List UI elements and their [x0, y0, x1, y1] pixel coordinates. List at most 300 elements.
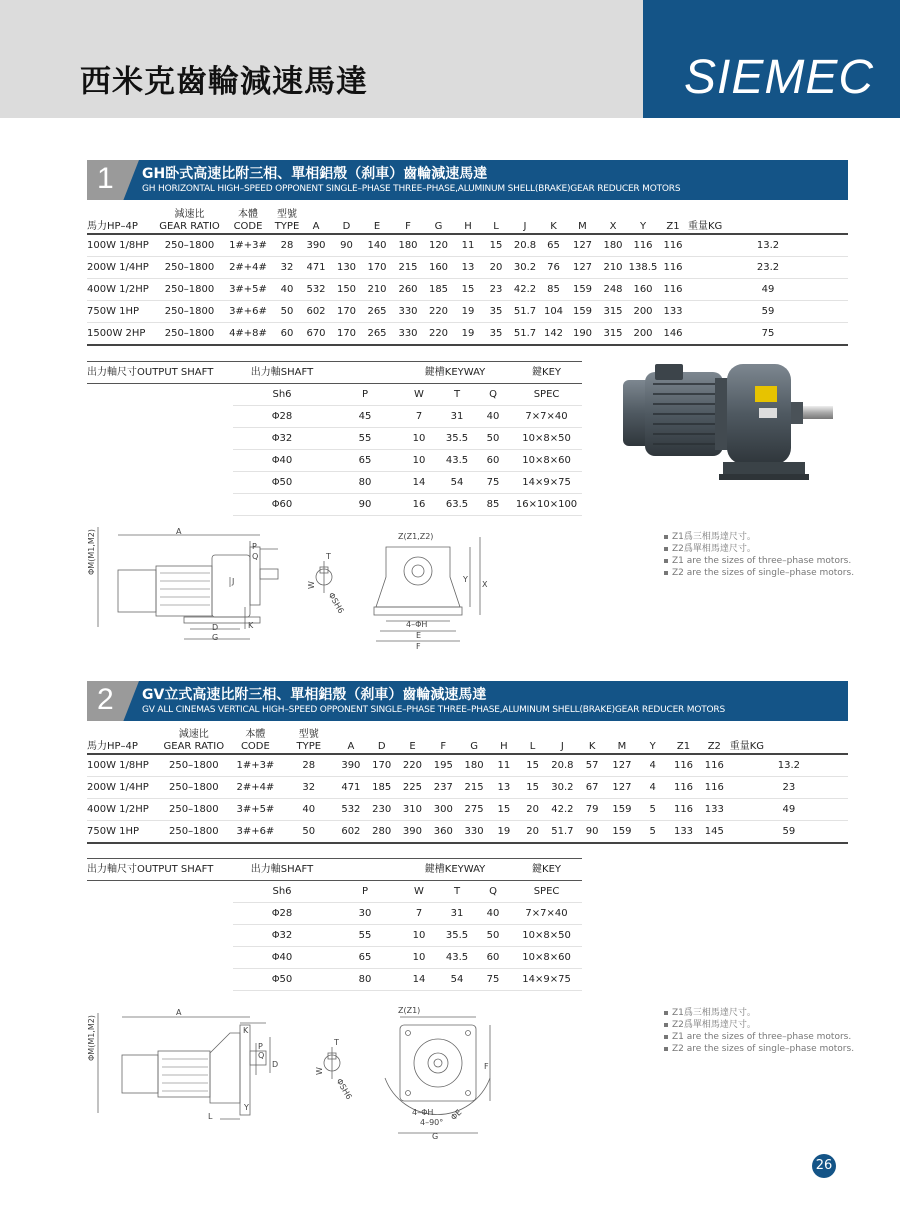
table-row	[87, 903, 582, 925]
table-cell: 15	[461, 284, 475, 295]
table-cell: 15	[497, 804, 511, 815]
spec-table-gv	[87, 723, 848, 844]
table-cell: 275	[464, 804, 484, 815]
table-cell: 85	[547, 284, 560, 295]
dim-label: F	[416, 642, 421, 651]
table-cell: 750W 1HP	[87, 306, 140, 317]
table-cell: 330	[464, 826, 484, 837]
col-dim: Y	[628, 203, 658, 234]
table-cell: 28	[280, 240, 294, 251]
table-cell: 116	[633, 240, 653, 251]
table-cell: 20	[526, 804, 539, 815]
section-title: GV立式高速比附三相、單相鋁殼（刹車）齒輪減速馬達	[142, 687, 487, 703]
table-cell: Sh6	[233, 384, 331, 406]
table-cell: 116	[704, 760, 724, 771]
table-cell: 310	[402, 804, 423, 815]
table-cell: 220	[402, 760, 423, 771]
table-cell: 104	[543, 306, 564, 317]
col-dim: H	[454, 203, 482, 234]
dim-label: G	[212, 633, 219, 642]
table-cell: Φ40	[233, 947, 331, 969]
table-cell: 60	[280, 328, 294, 339]
table-cell: 250–1800	[169, 826, 219, 837]
table-cell: SPEC	[511, 881, 582, 903]
table-cell: 10	[399, 925, 439, 947]
table-cell: 159	[572, 284, 593, 295]
table-cell: Φ32	[233, 925, 331, 947]
table-cell: 11	[461, 240, 475, 251]
table-cell: 32	[302, 782, 316, 793]
table-cell: 20.8	[551, 760, 574, 771]
table-cell: 51.7	[513, 328, 537, 339]
col-ratio: 減速比 GEAR RATIO	[159, 723, 229, 754]
table-cell: 40	[280, 284, 294, 295]
table-cell: 10	[399, 450, 439, 472]
table-cell: 30	[331, 903, 399, 925]
table-cell: 160	[633, 284, 653, 295]
dim-label: Y	[244, 1103, 249, 1112]
blank-cell	[87, 428, 233, 450]
table-cell: 65	[331, 450, 399, 472]
table-cell: 133	[673, 826, 694, 837]
table-cell: 170	[372, 760, 392, 771]
table-cell: 250–1800	[164, 262, 215, 273]
page-number: 26	[812, 1154, 836, 1178]
col-dim: M	[607, 723, 638, 754]
dim-label: T	[326, 552, 331, 561]
table-row	[87, 881, 582, 903]
keyway-label: 鍵槽KEYWAY	[399, 859, 511, 881]
table-cell: 127	[612, 782, 632, 793]
shaft-label: 出力軸SHAFT	[233, 362, 331, 384]
shaft-table-gh	[87, 361, 582, 516]
dim-label: ΦM(M1,M2)	[87, 529, 96, 575]
table-cell: 390	[402, 826, 423, 837]
table-cell: 79	[585, 804, 599, 815]
table-cell: 142	[543, 328, 564, 339]
table-cell: Φ40	[233, 450, 331, 472]
gv-dimension-drawing	[80, 1003, 600, 1143]
table-cell: 23	[489, 284, 503, 295]
table-cell: 42.2	[513, 284, 537, 295]
table-cell: 45	[331, 406, 399, 428]
table-cell: 35.5	[439, 428, 475, 450]
table-cell: 471	[341, 782, 361, 793]
dim-label: Q	[252, 552, 259, 561]
col-dim: A	[335, 723, 366, 754]
table-cell: 65	[331, 947, 399, 969]
col-code: 本體 CODE	[222, 203, 274, 234]
table-cell: 116	[673, 782, 694, 793]
dim-label: D	[212, 623, 219, 632]
blank-cell	[87, 494, 233, 516]
dim-label: A	[176, 527, 182, 536]
table-cell: 220	[428, 328, 449, 339]
col-dim: E	[397, 723, 428, 754]
dim-label: X	[482, 580, 488, 589]
table-row	[87, 384, 582, 406]
table-cell: 10	[399, 428, 439, 450]
table-cell: 130	[336, 262, 357, 273]
table-cell: 10	[399, 947, 439, 969]
blank-cell	[87, 406, 233, 428]
table-cell: 100W 1/8HP	[87, 240, 149, 251]
table-cell: 200W 1/4HP	[87, 782, 149, 793]
table-cell: 7×7×40	[511, 903, 582, 925]
col-dim: J	[547, 723, 578, 754]
table-cell: 57	[585, 760, 599, 771]
table-cell: Q	[475, 384, 511, 406]
table-cell: 10×8×60	[511, 450, 582, 472]
table-cell: 138.5	[628, 262, 658, 273]
table-cell: 265	[367, 306, 387, 317]
table-cell: 210	[603, 262, 623, 273]
table-cell: 220	[428, 306, 449, 317]
table-cell: 225	[402, 782, 423, 793]
key-label: 鍵KEY	[511, 362, 582, 384]
table-cell: 7	[399, 406, 439, 428]
col-dim: Z2	[699, 723, 730, 754]
col-dim: L	[518, 723, 547, 754]
dim-label: Z(Z1,Z2)	[398, 532, 434, 541]
dim-label: K	[243, 1026, 249, 1035]
shaft-label: 出力軸SHAFT	[233, 859, 331, 881]
section-title: GH卧式高速比附三相、單相鋁殼（刹車）齒輪減速馬達	[142, 166, 488, 182]
dim-label: Z(Z1)	[398, 1006, 421, 1015]
table-row	[87, 428, 582, 450]
table-cell: 532	[306, 284, 326, 295]
table-cell: 50	[475, 428, 511, 450]
table-cell: 19	[461, 328, 475, 339]
table-cell: P	[331, 881, 399, 903]
table-cell: W	[399, 881, 439, 903]
table-cell: Φ28	[233, 903, 331, 925]
table-cell: 40	[475, 406, 511, 428]
table-cell: 43.5	[439, 947, 475, 969]
table-cell: 250–1800	[169, 782, 219, 793]
table-cell: 120	[428, 240, 449, 251]
table-cell: 280	[372, 826, 392, 837]
table-cell: Q	[475, 881, 511, 903]
table-cell: 55	[331, 428, 399, 450]
col-weight: 重量KG	[730, 723, 848, 754]
table-cell: 210	[367, 284, 387, 295]
section-subtitle: GH HORIZONTAL HIGH–SPEED OPPONENT SINGLE–PHASE THREE–PHASE,ALUMINUM SHELL(BRAKE)GEAR REDUCER MOTORS	[142, 184, 681, 194]
table-cell: Sh6	[233, 881, 331, 903]
table-row	[87, 754, 848, 777]
gh-motor-photo	[615, 358, 840, 490]
table-cell: 14	[399, 969, 439, 991]
table-cell: 50	[475, 925, 511, 947]
table-cell: 215	[464, 782, 484, 793]
col-dim: M	[567, 203, 598, 234]
table-cell: 32	[280, 262, 294, 273]
table-cell: 116	[663, 262, 683, 273]
col-type: 型號 TYPE	[282, 723, 335, 754]
table-cell: 248	[603, 284, 623, 295]
table-row	[87, 494, 582, 516]
dim-label: 4–ΦH	[412, 1108, 434, 1117]
blank-cell	[87, 450, 233, 472]
table-cell: 16	[399, 494, 439, 516]
dim-label: ΦM(M1,M2)	[87, 1015, 96, 1061]
table-cell: 170	[336, 306, 357, 317]
table-cell: 13	[497, 782, 511, 793]
table-cell: 13	[461, 262, 475, 273]
shaft-title: 出力軸尺寸OUTPUT SHAFT	[87, 859, 233, 881]
section-1-header	[87, 160, 848, 200]
blank-cell	[87, 384, 233, 406]
table-cell: 5	[649, 826, 656, 837]
table-cell: 400W 1/2HP	[87, 804, 149, 815]
table-cell: 76	[547, 262, 560, 273]
dim-label: P	[252, 542, 257, 551]
table-cell: 260	[398, 284, 418, 295]
table-cell: 49	[782, 804, 796, 815]
table-cell: 180	[603, 240, 623, 251]
table-cell: 28	[302, 760, 316, 771]
table-cell: 180	[398, 240, 418, 251]
table-cell: 3#+5#	[236, 804, 275, 815]
dim-label: W	[315, 1067, 324, 1075]
table-cell: 15	[526, 782, 539, 793]
blank-cell	[87, 881, 233, 903]
table-cell: 116	[663, 284, 683, 295]
spec-table-gh	[87, 203, 848, 346]
table-cell: 159	[612, 826, 632, 837]
table-cell: 390	[341, 760, 361, 771]
col-dim: A	[300, 203, 332, 234]
blank-cell	[87, 925, 233, 947]
table-cell: 90	[340, 240, 353, 251]
page-title: 西米克齒輪減速馬達	[80, 64, 368, 100]
col-type: 型號 TYPE	[274, 203, 300, 234]
section-2-header	[87, 681, 848, 721]
table-cell: 19	[461, 306, 475, 317]
table-cell: 90	[331, 494, 399, 516]
table-cell: 35	[489, 306, 503, 317]
table-cell: 4	[649, 782, 656, 793]
table-row	[87, 301, 848, 323]
dim-label: Y	[463, 575, 468, 584]
table-cell: 127	[572, 240, 593, 251]
col-dim: K	[540, 203, 567, 234]
table-row	[87, 777, 848, 799]
table-cell: 200	[633, 306, 653, 317]
table-cell: W	[399, 384, 439, 406]
table-cell: 50	[280, 306, 294, 317]
table-cell: 51.7	[513, 306, 537, 317]
table-cell: 23.2	[756, 262, 780, 273]
table-cell: 75	[475, 472, 511, 494]
table-cell: 400W 1/2HP	[87, 284, 149, 295]
table-cell: 60	[475, 450, 511, 472]
table-cell: Φ32	[233, 428, 331, 450]
table-row	[87, 472, 582, 494]
table-cell: 54	[439, 472, 475, 494]
table-cell: 13.2	[777, 760, 800, 771]
table-cell: 50	[302, 826, 316, 837]
table-cell: 13.2	[756, 240, 780, 251]
table-cell: 160	[428, 262, 449, 273]
table-cell: 180	[464, 760, 484, 771]
table-cell: 30.2	[551, 782, 574, 793]
col-dim: Y	[637, 723, 668, 754]
table-cell: 14×9×75	[511, 969, 582, 991]
col-dim: Z1	[668, 723, 699, 754]
table-row	[87, 406, 582, 428]
section-subtitle: GV ALL CINEMAS VERTICAL HIGH–SPEED OPPONENT SINGLE–PHASE THREE–PHASE,ALUMINUM SHELL(BRAKE)GEAR REDUCER MOTORS	[142, 705, 725, 715]
table-cell: 14×9×75	[511, 472, 582, 494]
dim-label: ΦE	[449, 1107, 464, 1123]
table-cell: 2#+4#	[229, 262, 267, 273]
table-cell: 390	[306, 240, 326, 251]
table-cell: 215	[398, 262, 418, 273]
table-cell: 1#+3#	[236, 760, 275, 771]
dim-label: 4–ΦH	[406, 620, 428, 629]
table-cell: 133	[704, 804, 724, 815]
col-weight: 重量KG	[688, 203, 848, 234]
shaft-table-gv	[87, 858, 582, 991]
table-cell: T	[439, 881, 475, 903]
notes-gh: Z1爲三相馬達尺寸。 Z2爲單相馬達尺寸。 Z1 are the sizes of three–phase motors. Z2 are the sizes of single–phase motors.	[664, 531, 854, 579]
table-cell: Φ60	[233, 494, 331, 516]
col-dim: D	[332, 203, 361, 234]
table-cell: 3#+6#	[236, 826, 275, 837]
section-number: 2	[97, 683, 114, 716]
table-cell: 1500W 2HP	[87, 328, 146, 339]
col-dim: D	[366, 723, 397, 754]
dim-label: P	[258, 1042, 263, 1051]
table-cell: 750W 1HP	[87, 826, 140, 837]
col-hp: 馬力HP–4P	[87, 723, 159, 754]
table-cell: 20	[526, 826, 539, 837]
shaft-title: 出力軸尺寸OUTPUT SHAFT	[87, 362, 233, 384]
table-cell: 15	[526, 760, 539, 771]
col-dim: F	[428, 723, 459, 754]
table-cell: 116	[673, 760, 694, 771]
table-cell: 360	[433, 826, 453, 837]
col-dim: F	[393, 203, 423, 234]
table-cell: 23	[782, 782, 796, 793]
dim-label: ΦSH6	[334, 1077, 354, 1102]
table-cell: 127	[612, 760, 632, 771]
col-dim: L	[482, 203, 510, 234]
col-dim: Z1	[658, 203, 688, 234]
table-cell: 146	[663, 328, 683, 339]
table-cell: 30.2	[513, 262, 537, 273]
table-cell: 330	[398, 306, 418, 317]
table-cell: 5	[649, 804, 656, 815]
table-cell: 2#+4#	[236, 782, 275, 793]
table-cell: 159	[572, 306, 593, 317]
table-cell: 40	[475, 903, 511, 925]
table-cell: 100W 1/8HP	[87, 760, 149, 771]
table-cell: 150	[336, 284, 357, 295]
table-cell: 11	[497, 760, 511, 771]
table-cell: 67	[585, 782, 599, 793]
col-dim: K	[578, 723, 607, 754]
table-cell: 3#+5#	[229, 284, 267, 295]
dim-label: 4–90°	[420, 1118, 444, 1127]
table-cell: 10×8×50	[511, 925, 582, 947]
table-cell: 532	[341, 804, 361, 815]
table-cell: 80	[331, 472, 399, 494]
table-cell: 190	[572, 328, 593, 339]
table-cell: 51.7	[551, 826, 574, 837]
table-cell: 16×10×100	[511, 494, 582, 516]
table-cell: 145	[704, 826, 724, 837]
table-cell: 80	[331, 969, 399, 991]
col-dim: G	[459, 723, 490, 754]
table-cell: 75	[475, 969, 511, 991]
table-cell: 3#+6#	[229, 306, 267, 317]
table-cell: 116	[663, 240, 683, 251]
table-cell: 170	[336, 328, 357, 339]
table-cell: 200	[633, 328, 653, 339]
table-cell: 185	[372, 782, 392, 793]
table-cell: 42.2	[551, 804, 574, 815]
table-cell: 40	[302, 804, 316, 815]
table-cell: 65	[547, 240, 560, 251]
dim-label: F	[484, 1062, 489, 1071]
col-ratio: 減速比 GEAR RATIO	[157, 203, 222, 234]
table-cell: 200W 1/4HP	[87, 262, 149, 273]
table-row	[87, 925, 582, 947]
blank-cell	[87, 472, 233, 494]
table-cell: 7×7×40	[511, 406, 582, 428]
table-cell: 43.5	[439, 450, 475, 472]
table-row	[87, 947, 582, 969]
table-cell: 670	[306, 328, 326, 339]
table-cell: 54	[439, 969, 475, 991]
table-cell: 4	[649, 760, 656, 771]
col-hp: 馬力HP–4P	[87, 203, 157, 234]
dim-label: L	[208, 1112, 213, 1121]
table-cell: 250–1800	[164, 240, 215, 251]
table-cell: SPEC	[511, 384, 582, 406]
table-cell: 10×8×50	[511, 428, 582, 450]
blank-cell	[87, 903, 233, 925]
table-cell: 20.8	[513, 240, 537, 251]
table-cell: 14	[399, 472, 439, 494]
table-cell: 10×8×60	[511, 947, 582, 969]
table-cell: 4#+8#	[229, 328, 267, 339]
table-row	[87, 323, 848, 346]
dim-label: W	[307, 581, 316, 589]
table-cell: 35.5	[439, 925, 475, 947]
table-cell: 265	[367, 328, 387, 339]
table-cell: 59	[761, 306, 775, 317]
table-row	[87, 234, 848, 257]
table-cell: 170	[367, 262, 387, 273]
gh-dimension-drawing	[80, 517, 600, 657]
table-cell: 237	[433, 782, 453, 793]
dim-label: J	[232, 577, 235, 586]
table-cell: 250–1800	[169, 804, 219, 815]
table-row	[87, 257, 848, 279]
table-cell: 315	[603, 328, 623, 339]
table-cell: 250–1800	[164, 284, 215, 295]
table-row	[87, 799, 848, 821]
col-dim: E	[361, 203, 393, 234]
table-cell: 250–1800	[164, 306, 215, 317]
key-label: 鍵KEY	[511, 859, 582, 881]
table-row	[87, 821, 848, 844]
table-cell: 55	[331, 925, 399, 947]
table-cell: 185	[428, 284, 449, 295]
col-dim: H	[489, 723, 518, 754]
